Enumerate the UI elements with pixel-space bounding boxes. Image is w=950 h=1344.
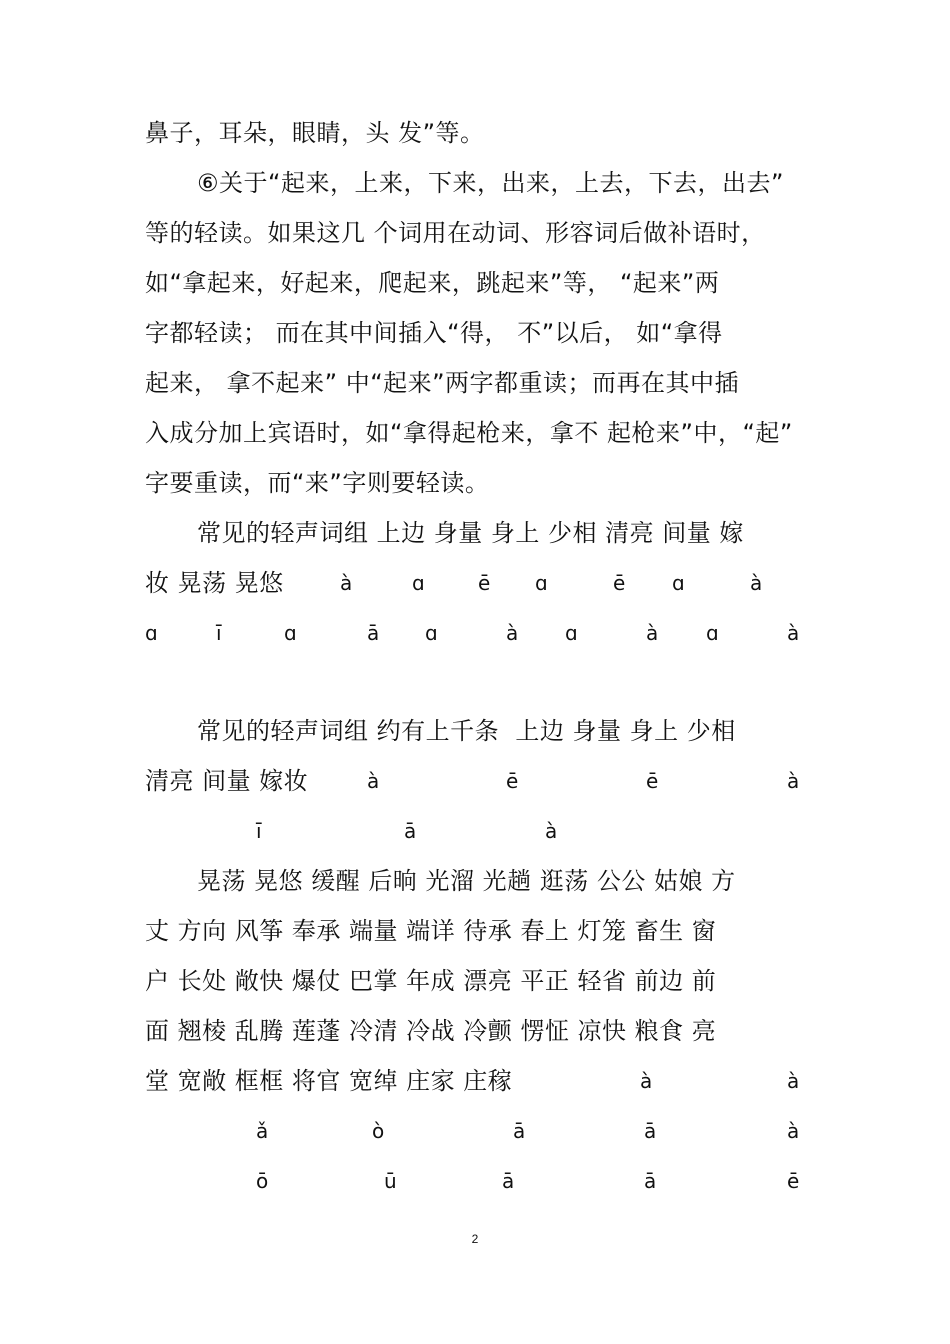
pinyin-mark: ɑ — [412, 571, 425, 595]
pinyin-mark: à — [545, 819, 558, 843]
text-line: 常见的轻声词组 上边 身量 身上 少相 清亮 间量 嫁 — [197, 519, 744, 547]
text-line: 清亮 间量 嫁妆 — [145, 767, 309, 795]
pinyin-mark: à — [640, 1069, 653, 1093]
pinyin-mark: ā — [404, 819, 417, 843]
pinyin-mark: ɑ — [145, 621, 158, 645]
text-line: 户 长处 敞快 爆仗 巴掌 年成 漂亮 平正 轻省 前边 前 — [145, 967, 717, 995]
text-line: 面 翘棱 乱腾 莲蓬 冷清 冷战 冷颤 愣怔 凉快 粮食 亮 — [145, 1017, 717, 1045]
pinyin-mark: ī — [256, 819, 262, 843]
text-line: ⑥关于“起来，上来，下来，出来，上去，下去，出去” — [197, 169, 784, 197]
pinyin-mark: ɑ — [565, 621, 578, 645]
pinyin-mark: ē — [478, 571, 491, 595]
pinyin-mark: à — [750, 571, 763, 595]
text-line: 起来， 拿不起来” 中“起来”两字都重读；而再在其中插 — [145, 369, 740, 397]
text-line: 等的轻读。如果这几 个词用在动词、形容词后做补语时， — [145, 219, 766, 247]
pinyin-mark: ē — [613, 571, 626, 595]
text-line: 堂 宽敞 框框 将官 宽绰 庄家 庄稼 — [145, 1067, 513, 1095]
pinyin-mark: ɑ — [425, 621, 438, 645]
pinyin-mark: à — [506, 621, 519, 645]
text-line: 鼻子，耳朵，眼睛，头 发”等。 — [145, 119, 485, 147]
text-line: 如“拿起来，好起来，爬起来，跳起来”等， “起来”两 — [145, 269, 720, 297]
pinyin-mark: ē — [787, 1169, 800, 1193]
text-line: 字都轻读； 而在其中间插入“得， 不”以后， 如“拿得 — [145, 319, 723, 347]
pinyin-mark: à — [646, 621, 659, 645]
pinyin-mark: à — [787, 621, 800, 645]
pinyin-mark: à — [787, 1069, 800, 1093]
text-line: 字要重读，而“来”字则要轻读。 — [145, 469, 490, 497]
pinyin-mark: à — [340, 571, 353, 595]
text-line: 妆 晃荡 晃悠 — [145, 569, 284, 597]
pinyin-mark: ā — [502, 1169, 515, 1193]
pinyin-mark: ē — [506, 769, 519, 793]
pinyin-mark: à — [787, 1119, 800, 1143]
pinyin-mark: ū — [384, 1169, 397, 1193]
pinyin-mark: ò — [372, 1119, 385, 1143]
pinyin-mark: ɑ — [284, 621, 297, 645]
pinyin-mark: ā — [513, 1119, 526, 1143]
pinyin-mark: ɑ — [672, 571, 685, 595]
text-line: 晃荡 晃悠 缓醒 后晌 光溜 光趟 逛荡 公公 姑娘 方 — [197, 867, 736, 895]
pinyin-mark: à — [367, 769, 380, 793]
pinyin-mark: ā — [367, 621, 380, 645]
pinyin-mark: ɑ — [706, 621, 719, 645]
pinyin-mark: ā — [644, 1119, 657, 1143]
text-line: 入成分加上宾语时，如“拿得起枪来，拿不 起枪来”中，“起” — [145, 419, 793, 447]
pinyin-mark: ī — [216, 621, 222, 645]
pinyin-mark: ē — [646, 769, 659, 793]
text-line: 丈 方向 风筝 奉承 端量 端详 待承 春上 灯笼 畜生 窗 — [145, 917, 717, 945]
pinyin-mark: ǎ — [256, 1119, 269, 1143]
page-number: 2 — [471, 1232, 479, 1246]
pinyin-mark: ā — [644, 1169, 657, 1193]
pinyin-mark: ō — [256, 1169, 269, 1193]
pinyin-mark: à — [787, 769, 800, 793]
pinyin-mark: ɑ — [535, 571, 548, 595]
text-line: 常见的轻声词组 约有上千条 上边 身量 身上 少相 — [197, 717, 736, 745]
